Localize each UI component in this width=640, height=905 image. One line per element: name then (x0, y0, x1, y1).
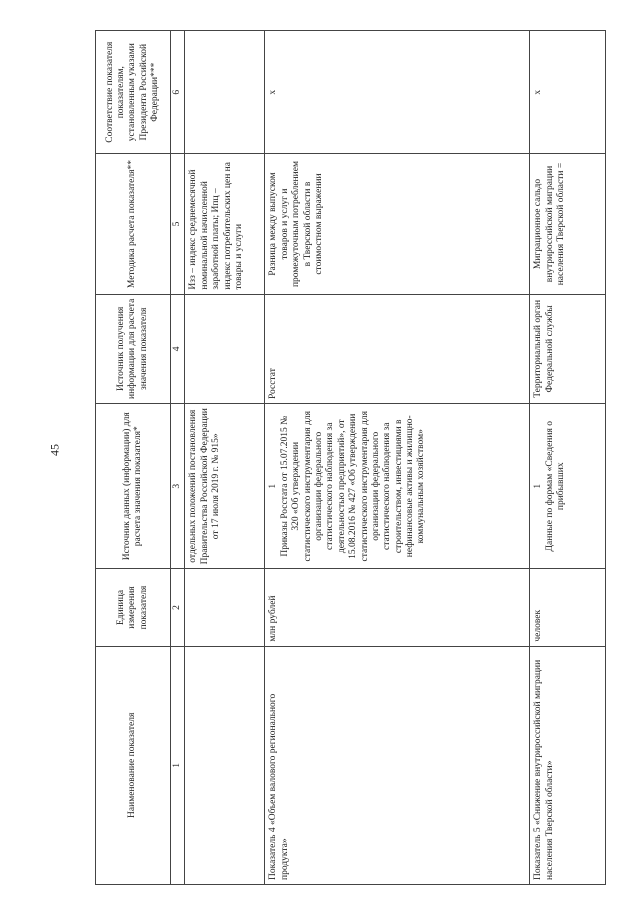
indicator-unit: человек (530, 569, 606, 646)
method: Изз – индекс среднемесячной номинальной начисленной заработной платы; Ипц – индекс потребительских цен на товары и услуги (185, 154, 265, 294)
table-header-row (96, 31, 171, 885)
source-mark: 1 (268, 483, 279, 489)
page-number: 45 (47, 444, 62, 456)
column-number-row (171, 31, 185, 885)
header-source-data: Источник данных (информации) для расчета значения показателя* (96, 404, 171, 569)
col-number: 4 (171, 294, 185, 403)
table-row (265, 31, 530, 885)
compliance (185, 31, 265, 154)
source-origin (185, 294, 265, 403)
indicator-name: Показатель 4 «Объем валового регионального продукта» (265, 646, 530, 884)
source-data-cell (530, 404, 606, 569)
header-method: Методика расчета показателя** (96, 154, 171, 294)
compliance: х (265, 31, 530, 154)
source-data-cell (265, 404, 530, 569)
indicator-name: Показатель 5 «Снижение внутрироссийской миграции населения Тверской области» (530, 646, 606, 884)
method: Миграционное сальдо внутрироссийской миграции населения Тверской области = (530, 154, 606, 294)
source-data: отдельных положений постановления Правительства Российской Федерации от 17 июля 2019 г. № 915» (185, 404, 265, 569)
col-number: 5 (171, 154, 185, 294)
indicator-unit: млн рублей (265, 569, 530, 646)
header-name: Наименование показателя (96, 646, 171, 884)
source-data: Данные по формам «Сведения о прибывших (544, 421, 567, 552)
header-compliance: Соответствие показателя показателям, установленным указами Президента Российской Федерации*** (96, 31, 171, 154)
header-source-origin: Источник получения информации для расчета значения показателя (96, 294, 171, 403)
source-origin: Росстат (265, 294, 530, 403)
table-row (530, 31, 606, 885)
source-data: Приказы Росстата от 15.07.2015 № 320 «Об утверждении статистического инструментария для организации федерального статистического наблюдения за деятельностью предприятий», от 15.08.2016 № 427 «Об утверждении статистического инструментария для организации федерального статистического наблюдения за строительством, инвестициями в нефинансовые активы и жилищно-коммунальным хозяйством» (279, 411, 427, 562)
source-origin: Территориальный орган Федеральной службы (530, 294, 606, 403)
method: Разница между выпуском товаров и услуг и промежуточным потреблением в Тверской области в стоимостном выражении (265, 154, 530, 294)
table-row (185, 31, 265, 885)
col-number: 6 (171, 31, 185, 154)
col-number: 1 (171, 646, 185, 884)
source-mark: 1 (533, 483, 544, 489)
col-number: 2 (171, 569, 185, 646)
compliance: х (530, 31, 606, 154)
rotated-table-container (95, 30, 603, 885)
indicator-unit (185, 569, 265, 646)
header-unit: Единица измерения показателя (96, 569, 171, 646)
indicator-name (185, 646, 265, 884)
indicators-table (95, 30, 606, 885)
col-number: 3 (171, 404, 185, 569)
